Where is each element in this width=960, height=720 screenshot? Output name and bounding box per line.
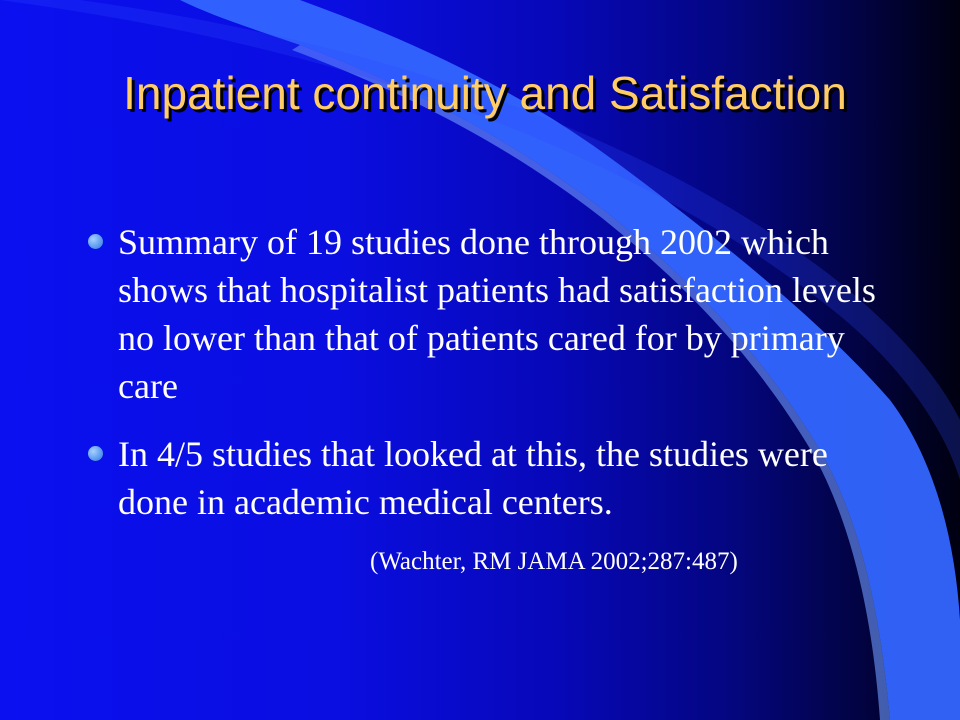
slide-title: Inpatient continuity and Satisfaction	[123, 67, 847, 119]
bullet-dot-icon	[88, 446, 103, 461]
bullet-item	[118, 430, 888, 526]
bullet-text: Summary of 19 studies done through 2002 which shows that hospitalist patients had satisfaction levels no lower than that of patients cared for by primary care	[118, 222, 876, 406]
citation: (Wachter, RM JAMA 2002;287:487)	[370, 548, 738, 575]
bullet-item	[118, 218, 888, 410]
bullet-text: In 4/5 studies that looked at this, the studies were done in academic medical centers.	[118, 434, 828, 522]
bullet-dot-icon	[88, 234, 103, 249]
